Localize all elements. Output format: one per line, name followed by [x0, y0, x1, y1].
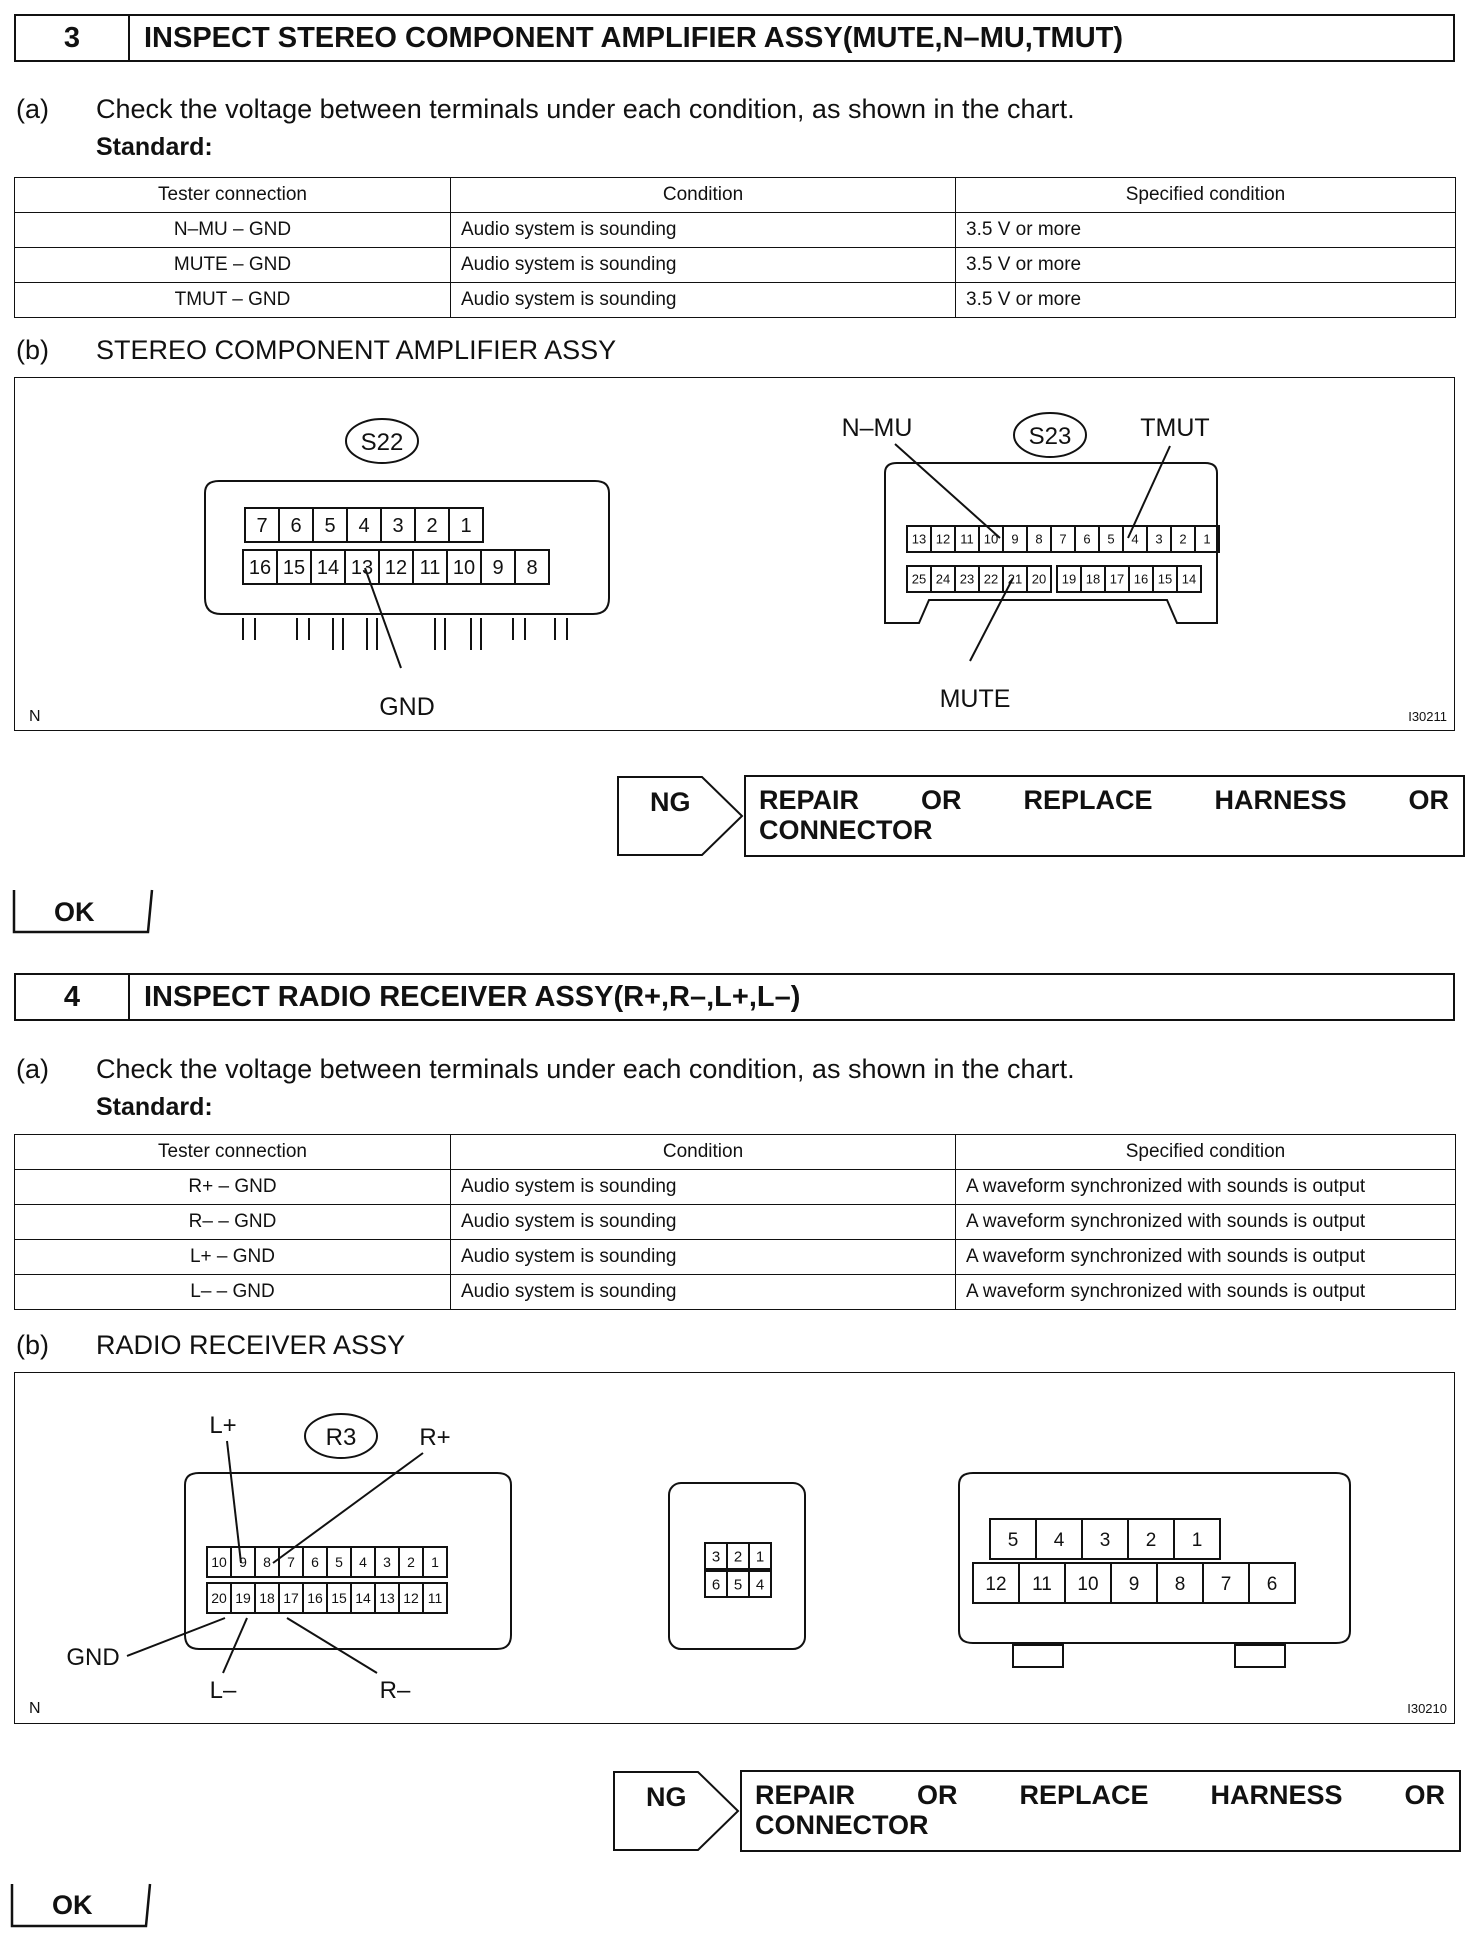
terminal-number: 6: [1083, 531, 1091, 547]
terminal-number: 1: [431, 1554, 439, 1571]
item-a-text: Check the voltage between terminals under each condition, as shown in the chart.: [96, 1054, 1075, 1084]
item-b-letter: (b): [16, 335, 49, 365]
terminal-number: 20: [211, 1590, 227, 1607]
spec-table-step4: [14, 1134, 1456, 1310]
col-header: Tester connection: [15, 178, 451, 213]
terminal-number: 3: [1099, 1529, 1111, 1551]
terminal-number: 6: [711, 1576, 721, 1594]
table-row: [15, 1240, 1456, 1275]
repair-text: [755, 1780, 1445, 1840]
table-cell: MUTE – GND: [15, 248, 451, 283]
terminal-number: 6: [290, 515, 302, 538]
table-cell: Audio system is sounding: [451, 1275, 956, 1310]
item-a-text: Check the voltage between terminals under each condition, as shown in the chart.: [96, 94, 1075, 124]
step-4-header: [14, 973, 1455, 1021]
table-cell: Audio system is sounding: [451, 1240, 956, 1275]
terminal-number: 9: [1128, 1573, 1140, 1595]
col-header: Specified condition: [956, 178, 1456, 213]
item-a-letter: (a): [16, 1054, 49, 1084]
table-row: [15, 1170, 1456, 1205]
s22-housing: [205, 481, 609, 614]
l-minus-leader-line: [223, 1618, 247, 1673]
terminal-number: 6: [311, 1554, 319, 1571]
terminal-number: 13: [911, 531, 927, 547]
figure-code: I30210: [1407, 1701, 1447, 1716]
table-cell: TMUT – GND: [15, 283, 451, 318]
twelve-pin-terminal-grid: [973, 1519, 1295, 1603]
col-header: Condition: [451, 178, 956, 213]
s23-terminal-grid: [907, 526, 1219, 592]
terminal-number: 18: [259, 1590, 275, 1607]
ok-label: OK: [54, 897, 95, 927]
table-cell: R+ – GND: [15, 1170, 451, 1205]
step-number: 4: [16, 975, 130, 1019]
terminal-number: 16: [248, 557, 272, 580]
terminal-number: 5: [335, 1554, 343, 1571]
figure-code: I30211: [1408, 709, 1447, 724]
terminal-number: 13: [379, 1590, 395, 1607]
terminal-number: 4: [359, 1554, 367, 1571]
terminal-number: 15: [1157, 571, 1173, 587]
r3-label: R3: [325, 1424, 357, 1451]
repair-word: REPAIR: [755, 1780, 856, 1810]
terminal-number: 10: [211, 1554, 227, 1571]
repair-line-2: CONNECTOR: [755, 1810, 929, 1840]
terminal-number: 3: [392, 515, 404, 538]
repair-word: HARNESS: [1210, 1780, 1343, 1810]
table-cell: Audio system is sounding: [451, 213, 956, 248]
n-mu-label: N–MU: [841, 414, 913, 442]
terminal-number: 9: [492, 557, 504, 580]
r-minus-leader-line: [287, 1618, 377, 1673]
standard-label: Standard:: [96, 1093, 213, 1121]
terminal-number: 17: [283, 1590, 299, 1607]
s22-label: S22: [360, 429, 404, 456]
figure-corner-mark: N: [29, 1700, 41, 1717]
table-cell: Audio system is sounding: [451, 1170, 956, 1205]
table-cell: A waveform synchronized with sounds is output: [956, 1205, 1456, 1240]
table-cell: A waveform synchronized with sounds is output: [956, 1275, 1456, 1310]
terminal-number: 8: [1174, 1573, 1186, 1595]
repair-word: OR: [917, 1780, 958, 1810]
terminal-number: 4: [755, 1576, 765, 1594]
terminal-number: 6: [1266, 1573, 1278, 1595]
tmut-leader-line: [1128, 446, 1170, 538]
terminal-number: 3: [1155, 531, 1163, 547]
repair-text: [759, 785, 1449, 845]
terminal-number: 2: [407, 1554, 415, 1571]
table-cell: 3.5 V or more: [956, 248, 1456, 283]
table-row: [15, 248, 1456, 283]
r3-terminal-grid: [207, 1547, 447, 1613]
ok-label: OK: [52, 1890, 93, 1920]
terminal-number: 5: [324, 515, 336, 538]
table-cell: R– – GND: [15, 1205, 451, 1240]
s23-label: S23: [1028, 423, 1072, 450]
repair-word: OR: [1404, 1780, 1445, 1810]
terminal-number: 2: [1179, 531, 1187, 547]
terminal-number: 5: [1007, 1529, 1019, 1551]
terminal-number: 12: [935, 531, 951, 547]
table-cell: Audio system is sounding: [451, 283, 956, 318]
repair-word: HARNESS: [1214, 785, 1347, 815]
terminal-number: 4: [1131, 531, 1139, 547]
spec-table-step3: [14, 177, 1456, 318]
terminal-number: 4: [1053, 1529, 1065, 1551]
l-plus-leader-line: [227, 1441, 241, 1563]
table-cell: N–MU – GND: [15, 213, 451, 248]
step-number: 3: [16, 16, 130, 60]
table-cell: A waveform synchronized with sounds is output: [956, 1240, 1456, 1275]
terminal-number: 12: [384, 557, 408, 580]
repair-word: OR: [921, 785, 962, 815]
mute-leader-line: [970, 578, 1013, 661]
terminal-number: 1: [460, 515, 472, 538]
terminal-number: 11: [1032, 1573, 1052, 1595]
terminal-number: 1: [1191, 1529, 1203, 1551]
terminal-number: 22: [983, 571, 999, 587]
tmut-label: TMUT: [1140, 414, 1210, 442]
terminal-number: 11: [419, 557, 441, 580]
terminal-number: 10: [983, 531, 999, 547]
table-cell: Audio system is sounding: [451, 248, 956, 283]
l-minus-label: L–: [209, 1677, 237, 1704]
s22-terminal-grid: [243, 508, 549, 584]
repair-word: REPAIR: [759, 785, 860, 815]
table-row: [15, 283, 1456, 318]
terminal-number: 9: [1011, 531, 1019, 547]
table-cell: Audio system is sounding: [451, 1205, 956, 1240]
step-3-header: [14, 14, 1455, 62]
terminal-number: 11: [960, 531, 974, 547]
terminal-number: 20: [1031, 571, 1047, 587]
table-cell: L– – GND: [15, 1275, 451, 1310]
connector-diagram: [15, 378, 1456, 732]
table-row: [15, 1205, 1456, 1240]
item-a-letter: (a): [16, 94, 49, 124]
terminal-number: 1: [1203, 531, 1211, 547]
connector-figure-s22-s23: [14, 377, 1455, 731]
item-b-text: RADIO RECEIVER ASSY: [96, 1330, 406, 1360]
repair-word: REPLACE: [1019, 1780, 1149, 1810]
terminal-number: 10: [452, 557, 476, 580]
terminal-number: 24: [935, 571, 951, 587]
col-header: Specified condition: [956, 1135, 1456, 1170]
col-header: Condition: [451, 1135, 956, 1170]
small-terminal-grid: [705, 1543, 771, 1597]
terminal-number: 16: [307, 1590, 323, 1607]
terminal-number: 8: [526, 557, 538, 580]
terminal-number: 7: [1220, 1573, 1232, 1595]
repair-word: OR: [1408, 785, 1449, 815]
r-minus-label: R–: [379, 1677, 411, 1704]
small-connector-housing: [669, 1483, 805, 1649]
terminal-number: 2: [426, 515, 438, 538]
terminal-number: 8: [1035, 531, 1043, 547]
table-cell: 3.5 V or more: [956, 283, 1456, 318]
table-cell: A waveform synchronized with sounds is output: [956, 1170, 1456, 1205]
r-plus-label: R+: [419, 1424, 451, 1451]
terminal-number: 15: [331, 1590, 347, 1607]
item-b-text: STEREO COMPONENT AMPLIFIER ASSY: [96, 335, 617, 365]
terminal-number: 2: [733, 1548, 743, 1566]
terminal-number: 14: [1181, 571, 1197, 587]
n-mu-leader-line: [895, 444, 1000, 538]
terminal-number: 14: [355, 1590, 371, 1607]
figure-corner-mark: N: [29, 708, 41, 725]
ng-label: NG: [650, 787, 691, 817]
standard-label: Standard:: [96, 133, 213, 161]
table-row: [15, 213, 1456, 248]
terminal-number: 4: [358, 515, 370, 538]
step-title: INSPECT RADIO RECEIVER ASSY(R+,R–,L+,L–): [144, 980, 801, 1013]
table-header-row: [15, 1135, 1456, 1170]
gnd-label: GND: [66, 1644, 120, 1671]
l-plus-label: L+: [209, 1412, 237, 1439]
repair-word: REPLACE: [1023, 785, 1153, 815]
terminal-number: 11: [427, 1590, 443, 1607]
terminal-number: 13: [350, 557, 374, 580]
terminal-number: 8: [263, 1554, 271, 1571]
terminal-number: 3: [711, 1548, 721, 1566]
gnd-leader-line: [127, 1618, 225, 1656]
latch: [1013, 1645, 1063, 1667]
gnd-label: GND: [379, 693, 435, 721]
terminal-number: 16: [1133, 571, 1149, 587]
terminal-number: 5: [1107, 531, 1115, 547]
table-cell: L+ – GND: [15, 1240, 451, 1275]
latch: [1235, 1645, 1285, 1667]
terminal-number: 23: [959, 571, 975, 587]
step-title: INSPECT STEREO COMPONENT AMPLIFIER ASSY(MUTE,N–MU,TMUT): [144, 21, 1124, 54]
ng-label: NG: [646, 1782, 687, 1812]
connector-figure-r3: [14, 1372, 1455, 1724]
repair-line-2: CONNECTOR: [759, 815, 933, 845]
terminal-number: 12: [403, 1590, 419, 1607]
terminal-number: 5: [733, 1576, 743, 1594]
col-header: Tester connection: [15, 1135, 451, 1170]
table-row: [15, 1275, 1456, 1310]
terminal-number: 9: [239, 1554, 247, 1571]
terminal-number: 19: [235, 1590, 251, 1607]
terminal-number: 7: [287, 1554, 295, 1571]
s22-pins: [243, 618, 567, 650]
terminal-number: 21: [1007, 571, 1023, 587]
terminal-number: 7: [256, 515, 268, 538]
table-header-row: [15, 178, 1456, 213]
terminal-number: 7: [1059, 531, 1067, 547]
terminal-number: 3: [383, 1554, 391, 1571]
terminal-number: 12: [985, 1573, 1007, 1595]
terminal-number: 18: [1085, 571, 1101, 587]
terminal-number: 15: [282, 557, 306, 580]
terminal-number: 17: [1109, 571, 1125, 587]
terminal-number: 10: [1077, 1573, 1099, 1595]
terminal-number: 25: [911, 571, 927, 587]
terminal-number: 1: [755, 1548, 765, 1566]
mute-label: MUTE: [939, 685, 1011, 713]
item-b-letter: (b): [16, 1330, 49, 1360]
terminal-number: 2: [1145, 1529, 1157, 1551]
terminal-number: 14: [316, 557, 340, 580]
connector-diagram: [15, 1373, 1456, 1725]
terminal-number: 19: [1061, 571, 1077, 587]
table-cell: 3.5 V or more: [956, 213, 1456, 248]
